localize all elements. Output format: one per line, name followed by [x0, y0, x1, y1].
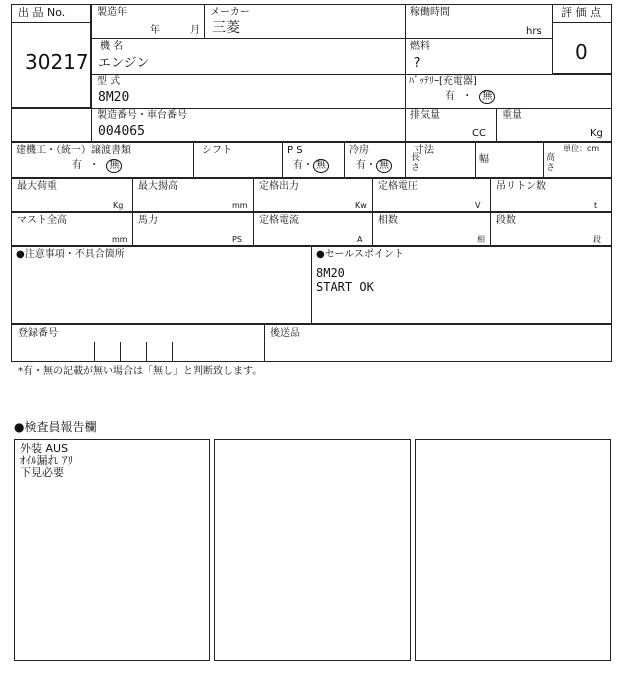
displacement-label: 排気量 [410, 110, 440, 121]
mast-label: マスト全高 [17, 215, 67, 226]
dims-unit: 単位：cm [563, 144, 600, 153]
battery-yes: 有 [445, 91, 455, 102]
rated-current-unit: A [357, 235, 363, 244]
inspector-box-2[interactable] [214, 439, 411, 661]
lot-number: 30217 [25, 50, 89, 74]
grade-label: 評 価 点 [561, 6, 601, 19]
registration-row [11, 324, 612, 362]
width-label: 幅 [479, 154, 489, 165]
weight-unit: Kg [590, 128, 603, 139]
serial-label: 製造番号・車台番号 [97, 110, 187, 121]
transfer-label: 建機工・（統一）譲渡書類 [16, 145, 131, 156]
ps-label: P S [287, 145, 303, 156]
dims-label: 寸法 [414, 145, 434, 156]
hoist-label: 吊リトン数 [496, 181, 546, 192]
hoist-unit: t [594, 201, 598, 210]
registration-label: 登録番号 [18, 328, 58, 339]
maker-value: 三菱 [212, 20, 240, 36]
maker-label: メーカー [210, 7, 250, 18]
serial-value: 004065 [98, 124, 145, 139]
fuel-value: ? [413, 56, 421, 71]
rated-voltage-label: 定格電圧 [378, 181, 418, 192]
cooler-label: 冷房 [349, 145, 369, 156]
transfer-options [72, 159, 122, 173]
inspector-box-3[interactable] [415, 439, 611, 661]
displacement-unit: CC [472, 128, 486, 139]
sales-text: 8M20 START OK [316, 266, 374, 294]
phase-label: 相数 [378, 215, 398, 226]
max-load-unit: Kg [113, 201, 124, 210]
cooler-yes: 有 [356, 160, 366, 171]
battery-label: ﾊﾞｯﾃﾘｰ[充電器] [409, 76, 477, 87]
year-label: 製造年 [97, 7, 127, 18]
cooler-no-circled: 無 [376, 159, 392, 173]
year-unit: 年 [150, 25, 160, 36]
height-label: 高 さ [546, 153, 556, 173]
hours-unit: hrs [526, 26, 542, 37]
ps-yes: 有 [293, 160, 303, 171]
model-value: 8M20 [98, 90, 130, 105]
stages-label: 段数 [496, 215, 516, 226]
name-label: 機 名 [100, 41, 124, 52]
ps-no-circled: 無 [313, 159, 329, 173]
inspector-title: ●検査員報告欄 [14, 420, 97, 434]
horsepower-unit: PS [232, 235, 242, 244]
battery-no-circled: 無 [479, 90, 495, 104]
rated-output-label: 定格出力 [259, 181, 299, 192]
ps-options [293, 159, 329, 173]
name-value: エンジン [98, 56, 150, 71]
model-label: 型 式 [97, 76, 121, 87]
weight-label: 重量 [502, 110, 522, 121]
transfer-dot: ・ [89, 160, 100, 171]
inspector-box-1-text: 外装 AUS ｵｲﾙ漏れ ｱﾘ 下見必要 [20, 442, 73, 479]
phase-unit: 相 [477, 235, 485, 244]
caution-label: ●注意事項・不具合箇所 [16, 249, 125, 260]
battery-dot: ・ [462, 91, 473, 102]
ps-dot: ・ [303, 160, 313, 171]
battery-options [445, 90, 495, 104]
grade-value: 0 [575, 40, 588, 64]
stages-unit: 段 [593, 235, 601, 244]
rated-current-label: 定格電流 [259, 215, 299, 226]
max-load-label: 最大荷重 [17, 181, 57, 192]
later-items-label: 後送品 [270, 328, 300, 339]
cooler-dot: ・ [366, 160, 376, 171]
cooler-options [356, 159, 392, 173]
rated-voltage-unit: V [475, 201, 481, 210]
length-label: 長 さ [411, 153, 421, 173]
rated-output-unit: Kw [355, 201, 367, 210]
horsepower-label: 馬力 [138, 215, 158, 226]
sales-label: ●セールスポイント [316, 249, 404, 260]
footnote: *有・無の記載が無い場合は「無し」と判断致します。 [18, 366, 263, 377]
mast-unit: mm [112, 235, 128, 244]
shift-label: シフト [202, 145, 232, 156]
transfer-yes: 有 [72, 160, 82, 171]
month-unit: 月 [190, 25, 200, 36]
hours-label: 稼働時間 [410, 7, 450, 18]
lot-label: 出 品 No. [18, 6, 66, 19]
fuel-label: 燃料 [410, 41, 430, 52]
spec-row-3 [11, 212, 612, 246]
max-lift-unit: mm [232, 201, 248, 210]
transfer-no-circled: 無 [106, 159, 122, 173]
max-lift-label: 最大揚高 [138, 181, 178, 192]
